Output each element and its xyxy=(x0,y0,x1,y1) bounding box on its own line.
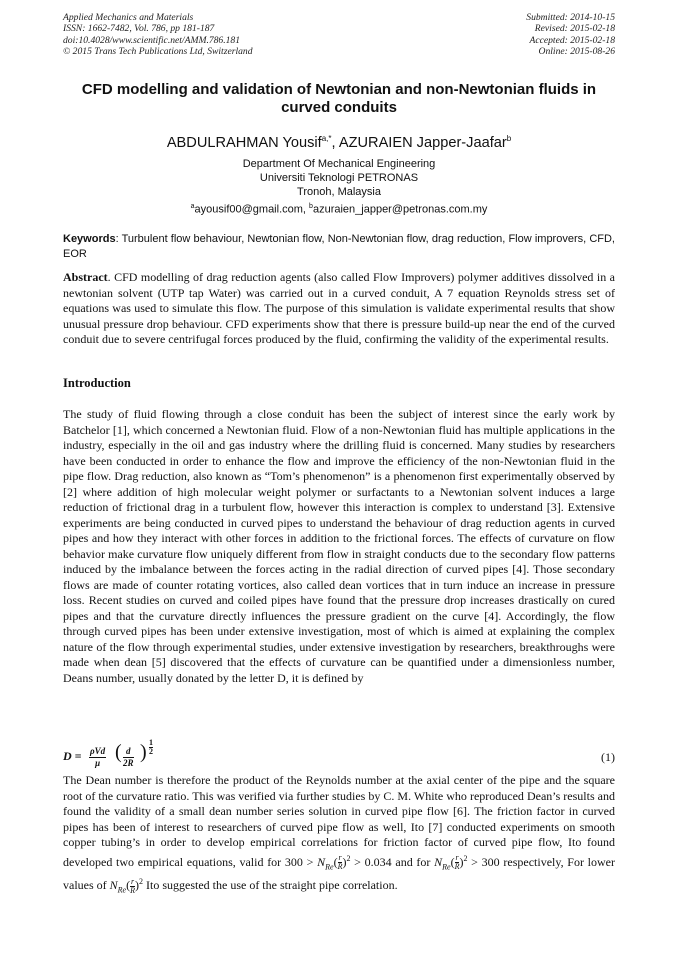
equation-close-paren: ) xyxy=(140,741,147,763)
university: Universiti Teknologi PETRONAS xyxy=(259,172,419,185)
fraction-2-numerator: d xyxy=(123,746,134,758)
math-R: R xyxy=(337,862,343,872)
author-2-marker: b xyxy=(506,134,512,143)
intro-paragraph-2: The Dean number is therefore the product of the Reynolds number at the axial center of the pipe and the square root of the curvature ratio. This was verified via further studies by C. M. White who reproduced Dean’s results and found the validity of a small dean number series solution in curved pipe flow [6]. The friction factor in curved pipes has been of interest to researchers of curved pipe flow as well, Ito [7] conducted experiments on smooth copper tubing’s in order to develop empirical correlations for friction factor of curved pipe flow, Ito found developed two empirical equations, valid for $300 > N_{Re}$( $\frac{r}{R}$ )$^2$ > 0.034 and for $N_{Re}$( $\frac{r}{R}$ )$^2$ > 300 respectively, For lower values of $N_{Re}$( $\frac{r}{R}$ )$^2$ Ito suggested the use of the straight pipe correlation. xyxy=(63,773,616,896)
keywords-text: : Turbulent flow behaviour, Newtonian flow, Non-Newtonian flow, drag reduction, Flow improvers, CFD, EOR xyxy=(63,233,615,260)
math-r-over-R xyxy=(338,854,343,871)
email-a-marker: a xyxy=(190,202,195,210)
journal-name: Applied Mechanics and Materials xyxy=(63,12,194,23)
equation-fraction-2 xyxy=(123,746,134,769)
math-r-over-R-3 xyxy=(130,878,135,895)
math-R-2: R xyxy=(454,862,460,872)
math-Re-3: Re xyxy=(117,885,127,895)
keywords-label: Keywords xyxy=(63,233,116,245)
email-separator: , xyxy=(302,203,310,216)
paragraph-2-text-b: > 0.034 and for xyxy=(350,854,435,869)
department: Department Of Mechanical Engineering xyxy=(242,158,436,170)
exponent-denominator: 2 xyxy=(149,747,153,756)
doi-line: doi:10.4028/www.scientific.net/AMM.786.181 xyxy=(63,34,241,46)
equation-dean-number xyxy=(63,740,615,774)
equation-open-paren: ( xyxy=(115,741,122,763)
math-square-2: 2 xyxy=(463,853,468,863)
equation-number: (1) xyxy=(601,750,615,764)
math-r-3: r xyxy=(130,877,135,887)
paragraph-2-text-c: > 300 respectively, For lower values of xyxy=(63,854,616,893)
math-r-2: r xyxy=(455,853,459,863)
fraction-1-numerator: ρVd xyxy=(90,746,106,756)
math-N: N xyxy=(317,854,326,869)
equation-lhs: D = xyxy=(63,749,82,763)
author-line xyxy=(63,130,615,152)
abstract xyxy=(63,270,615,348)
equation-fraction-1 xyxy=(89,746,106,769)
intro-paragraph-1: The study of fluid flowing through a close conduit has been the subject of interest since the early work by Batchelor [1], which concerned a Newtonian fluid. Flow of a non-Newtonian fluid has multiple applications in the industry, especially in the oil and gas industry where the drilling fluid is concerned. Many studies by researchers have been conducted in order to enhance the flow and improve the efficiency of the non-Newtonian fluid in the pipe flow. Drag reduction, also known as “Tom’s phenomenon” is a phenomenon first experimentally observed by [2] where addition of high molecular weight polymer or surfactants to a Newtonian solvent induces a large reduction of frictional drag in a turbulent flow, however this interaction is complex to understand [3]. Extensive experiments are being conducted in curved pipes to understand the behaviour of drag reduction agents in curved pipes and how they interact with other forces in addition to the frictional forces. The effects of curvature on flow behavior make curvature flow uniquely different from flow in straight conducts due to the secondary flow patterns induced by the imbalance between the forces acting in the radial direction of curved pipes [4]. Those secondary flows are made of counter rotating vortices, also called dean vortices that in turn induce an increase in pressure loss. Recent studies on curved and coiled pipes have found that the pressure drop increases drastically on cured pipes and that the curvature directly influences the pressure gradient on the curve [4]. Accordingly, the flow through curved pipes has been under extensive investigation, most of which is aimed at explaining the complex nature of the flow through experimental studies, under extensive investigation by researchers, breakthroughs were made when dean [5] discovered that the effects of curvature can be quantified under a dimensionless number, Deans number, usually donated by the letter D, it is defined by xyxy=(63,407,615,685)
location: Tronoh, Malaysia xyxy=(297,186,381,199)
math-N-2: N xyxy=(434,854,443,869)
paragraph-2-text-a: The Dean number is therefore the product of the Reynolds number at the axial center of the pipe and the square root of the curvature ratio. This was verified via further studies by C. M. White who reproduced Dean’s results and found the validity of a small dean number series solution in curved pipe flow [6]. The friction factor in curved pipes has been of interest to researchers of curved pipe flow as well, Ito [7] conducted experiments on smooth copper tubing’s in order to develop empirical correlations for friction factor of curved pipe flow, Ito found developed two empirical equations, valid for 300 > xyxy=(63,773,615,869)
author-2: AZURAIEN Japper-Jaafar xyxy=(338,134,507,151)
math-r: r xyxy=(338,853,342,863)
email-b-link[interactable]: azuraien_japper@petronas.com.my xyxy=(312,203,488,216)
equation-exponent xyxy=(149,739,153,756)
paper-title: CFD modelling and validation of Newtonian and non-Newtonian fluids in curved conduits xyxy=(81,81,597,116)
math-N-3: N xyxy=(109,878,118,893)
affiliation xyxy=(63,157,615,216)
submitted-date: Submitted: 2014-10-15 xyxy=(526,12,615,23)
journal-info xyxy=(63,12,253,58)
abstract-text: . CFD modelling of drag reduction agents (also called Flow Improvers) polymer additives dissolved in a newtonian solvent (UTP tap Water) was carried out in a curved conduit, A 7 equation Reynolds stress set of equations was used to simulate this flow. The purpose of this simulation is validate experimental results that show unusual pressure drop behaviour. CFD experiments show that there is pressure build-up near the end of the curved conduit due to severe centrifugal forces produced by the fluid, confirming the validity of the experimental results. xyxy=(63,270,615,346)
accepted-date: Accepted: 2015-02-18 xyxy=(529,34,615,46)
math-R-3: R xyxy=(130,886,135,896)
math-square-3: 2 xyxy=(139,877,143,887)
author-1: ABDULRAHMAN Yousif xyxy=(166,134,322,151)
email-a-link[interactable]: ayousif00@gmail.com xyxy=(194,203,303,216)
author-separator: , xyxy=(331,134,339,151)
revised-date: Revised: 2015-02-18 xyxy=(534,23,615,35)
emails xyxy=(63,200,615,217)
fraction-1-denominator: μ xyxy=(95,758,101,768)
submission-dates xyxy=(526,12,615,58)
math-Re-2: Re xyxy=(442,861,451,871)
abstract-label: Abstract xyxy=(63,270,108,284)
issn-line: ISSN: 1662-7482, Vol. 786, pp 181-187 xyxy=(63,23,215,35)
online-date: Online: 2015-08-26 xyxy=(538,46,615,58)
author-1-marker: a,* xyxy=(321,134,332,143)
math-square: 2 xyxy=(346,853,351,863)
paragraph-2-text-d: Ito suggested the use of the straight pipe correlation. xyxy=(143,878,398,893)
email-b-marker: b xyxy=(309,202,313,210)
math-r-over-R-2 xyxy=(455,854,460,871)
fraction-2-denominator: 2R xyxy=(123,758,134,768)
math-Re: Re xyxy=(325,861,334,871)
exponent-numerator: 1 xyxy=(149,738,153,747)
section-heading-introduction: Introduction xyxy=(63,376,131,390)
copyright-line: © 2015 Trans Tech Publications Ltd, Switzerland xyxy=(63,46,253,58)
keywords xyxy=(63,232,615,261)
